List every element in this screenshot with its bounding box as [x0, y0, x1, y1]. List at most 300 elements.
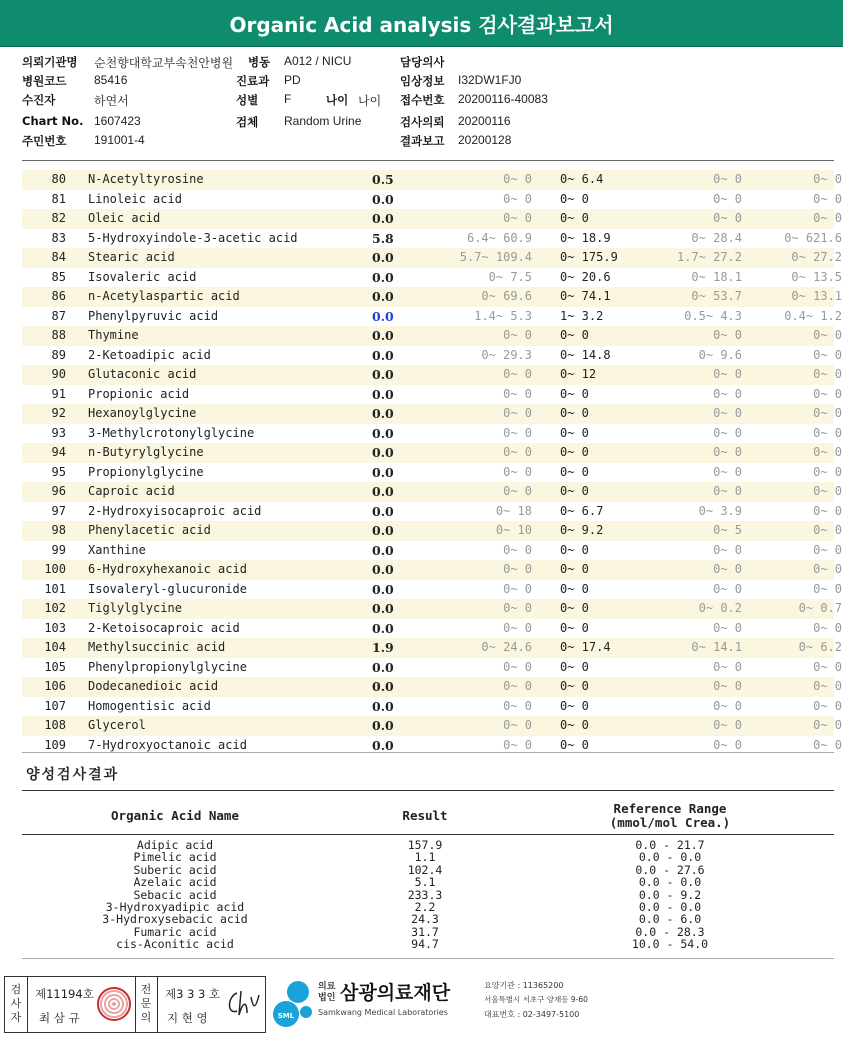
reference-range-2: 0~ 0	[560, 620, 589, 635]
result-value: 0.0	[372, 659, 394, 675]
acid-name: Glycerol	[88, 718, 146, 732]
reference-range-3: 0~ 14.1	[691, 640, 742, 654]
result-value: 0.0	[372, 328, 394, 343]
result-value: 0.0	[372, 737, 394, 753]
age-label: 나이	[326, 93, 349, 107]
report-title: Organic Acid analysis 검사결과보고서	[0, 0, 843, 47]
positive-result: 102.4	[407, 862, 443, 877]
positive-reference: 0.0 - 21.7	[635, 838, 705, 852]
reference-range-2: 0~ 0	[560, 484, 589, 498]
reference-range-4: 0~ 0	[813, 386, 842, 401]
row-number: 97	[51, 503, 66, 518]
result-value: 0.0	[372, 718, 394, 733]
specialist-vertical-label: 전문의	[140, 983, 152, 1024]
reference-range-3: 0~ 28.4	[691, 230, 742, 245]
table-row	[22, 697, 842, 717]
table-row	[22, 365, 842, 385]
reference-range-4: 0~ 0	[813, 659, 842, 674]
reference-range-2: 1~ 3.2	[560, 308, 604, 323]
row-number: 106	[44, 679, 66, 693]
reference-range-1: 0~ 0	[503, 406, 532, 420]
acid-name: Isovaleric acid	[88, 269, 197, 284]
specimen-value: Random Urine	[284, 114, 362, 128]
info-divider	[22, 160, 834, 161]
results-table	[22, 170, 842, 755]
row-number: 84	[51, 250, 66, 264]
reference-range-1: 0~ 0	[503, 542, 532, 557]
patient-info	[22, 54, 822, 150]
row-number: 96	[51, 484, 66, 498]
table-row	[22, 287, 842, 307]
table-row	[22, 716, 842, 736]
table-row	[22, 599, 842, 619]
reference-range-1: 0~ 69.6	[481, 289, 532, 303]
department-label: 진료과	[236, 74, 270, 88]
reference-range-1: 0~ 0	[503, 698, 532, 713]
footer	[0, 972, 843, 1040]
reference-range-1: 5.7~ 109.4	[459, 250, 532, 264]
result-value: 0.0	[372, 191, 394, 207]
reference-range-3: 0~ 0	[713, 679, 742, 693]
table-row	[22, 580, 842, 600]
result-value: 0.0	[372, 386, 394, 402]
row-number: 92	[51, 406, 66, 420]
acid-name: Propionic acid	[88, 386, 190, 401]
ward-value: A012 / NICU	[284, 54, 352, 68]
result-value: 0.0	[372, 581, 394, 597]
reference-range-4: 0~ 0	[813, 367, 842, 381]
result-value: 0.0	[372, 562, 394, 577]
reference-range-2: 0~ 20.6	[560, 269, 611, 284]
result-value: 0.0	[372, 620, 394, 636]
report-date-label: 결과보고	[400, 134, 445, 148]
reference-range-3: 0~ 5	[713, 523, 742, 537]
table-row	[22, 424, 842, 444]
reference-range-1: 0~ 0	[503, 562, 532, 576]
row-number: 102	[44, 601, 66, 615]
acid-name: Phenylacetic acid	[88, 523, 211, 537]
sml-logo-icon	[272, 978, 316, 1030]
positive-acid-name: Pimelic acid	[133, 850, 217, 865]
reference-range-2: 0~ 0	[560, 581, 589, 596]
acid-name: Thymine	[88, 328, 139, 342]
result-value: 0.0	[372, 503, 394, 519]
row-number: 105	[44, 659, 66, 674]
reference-range-3: 1.7~ 27.2	[676, 250, 742, 264]
reference-range-4: 0~ 0	[813, 581, 842, 596]
acid-name: 5-Hydroxyindole-3-acetic acid	[88, 230, 298, 245]
positive-col-name: Organic Acid Name	[111, 808, 239, 823]
result-value: 0.0	[372, 289, 394, 304]
result-value: 0.0	[372, 308, 394, 324]
row-number: 90	[51, 367, 66, 381]
clinical-info-value: I32DW1FJ0	[458, 73, 522, 87]
table-row	[22, 677, 842, 697]
table-row	[22, 248, 842, 268]
org-address: 서울특별시 서초구 양재동 9-60	[484, 995, 588, 1004]
row-number: 100	[44, 562, 66, 576]
reference-range-3: 0~ 0	[713, 698, 742, 713]
acid-name: Tiglylglycine	[88, 601, 182, 615]
reference-range-4: 0~ 0	[813, 718, 842, 732]
logo-abbr: SML	[277, 1012, 295, 1020]
row-number: 83	[51, 230, 66, 245]
reference-range-2: 0~ 0	[560, 542, 589, 557]
reference-range-1: 6.4~ 60.9	[466, 230, 532, 245]
table-row	[22, 638, 842, 658]
signature-box	[4, 976, 266, 1033]
reference-range-3: 0~ 0	[713, 445, 742, 459]
reference-range-4: 0~ 0	[813, 425, 842, 440]
acid-name: 3-Methylcrotonylglycine	[88, 425, 255, 440]
row-number: 95	[51, 464, 66, 479]
row-number: 98	[51, 523, 66, 537]
acid-name: Glutaconic acid	[88, 367, 197, 381]
reference-range-4: 0~ 13.5	[791, 269, 842, 284]
reference-range-3: 0~ 0	[713, 737, 742, 752]
department-value: PD	[284, 73, 301, 87]
positive-row	[0, 938, 843, 951]
reference-range-2: 0~ 0	[560, 445, 589, 459]
table-row	[22, 326, 842, 346]
reference-range-3: 0~ 0	[713, 328, 742, 342]
reference-range-1: 0~ 0	[503, 172, 532, 186]
table-row	[22, 404, 842, 424]
reference-range-2: 0~ 0	[560, 406, 589, 420]
reference-range-1: 0~ 24.6	[481, 640, 532, 654]
sex-value: F	[284, 92, 292, 106]
acid-name: Phenylpropionylglycine	[88, 659, 247, 674]
table-row	[22, 619, 842, 639]
acid-name: Methylsuccinic acid	[88, 640, 226, 654]
reference-range-1: 0~ 0	[503, 679, 532, 693]
reference-range-4: 0~ 0	[813, 679, 842, 693]
results-divider	[22, 752, 834, 753]
table-row	[22, 443, 842, 463]
reference-range-3: 0~ 0	[713, 562, 742, 576]
reference-range-1: 0~ 0	[503, 620, 532, 635]
reference-range-1: 1.4~ 5.3	[474, 308, 532, 323]
chart-no-value: 1607423	[94, 114, 141, 128]
reference-range-1: 0~ 0	[503, 464, 532, 479]
positive-acid-name: Azelaic acid	[133, 875, 217, 890]
reference-range-2: 0~ 0	[560, 328, 589, 342]
reference-range-4: 0~ 0	[813, 445, 842, 459]
positive-reference: 0.0 - 6.0	[638, 912, 702, 927]
acid-name: n-Acetylaspartic acid	[88, 289, 240, 303]
row-number: 109	[44, 737, 66, 752]
reference-range-1: 0~ 0	[503, 367, 532, 381]
table-row	[22, 268, 842, 288]
result-value: 0.0	[372, 445, 394, 460]
acid-name: Propionylglycine	[88, 464, 204, 479]
institution-value: 순천향대학교부속천안병원	[94, 56, 234, 70]
acid-name: Stearic acid	[88, 250, 175, 264]
acid-name: Caproic acid	[88, 484, 175, 498]
org-name: 삼광의료재단	[340, 982, 451, 1004]
table-row	[22, 541, 842, 561]
reference-range-1: 0~ 7.5	[488, 269, 532, 284]
positive-reference: 0.0 - 0.0	[638, 900, 702, 914]
reference-range-1: 0~ 18	[495, 503, 532, 518]
acid-name: Dodecanedioic acid	[88, 679, 219, 693]
acid-name: Xanthine	[88, 542, 146, 557]
reference-range-4: 0~ 621.6	[784, 230, 842, 245]
table-row	[22, 170, 842, 190]
reference-range-4: 0~ 0	[813, 328, 842, 342]
reference-range-3: 0~ 0	[713, 406, 742, 420]
resident-no-value: 191001-4	[94, 133, 145, 147]
institution-code: 요양기관 : 11365200	[484, 981, 564, 990]
reference-range-2: 0~ 0	[560, 737, 589, 752]
reference-range-1: 0~ 0	[503, 191, 532, 206]
result-value: 0.0	[372, 601, 394, 616]
result-value: 0.5	[372, 172, 394, 187]
acid-name: 2-Hydroxyisocaproic acid	[88, 503, 262, 518]
reference-range-3: 0~ 0.2	[698, 601, 742, 615]
result-value: 0.0	[372, 269, 394, 285]
reference-range-3: 0~ 0	[713, 581, 742, 596]
positive-acid-name: Fumaric acid	[133, 924, 217, 939]
reference-range-2: 0~ 6.7	[560, 503, 604, 518]
result-value: 0.0	[372, 698, 394, 714]
reference-range-2: 0~ 12	[560, 367, 597, 381]
reference-range-4: 0~ 27.2	[791, 250, 842, 264]
reference-range-3: 0~ 0	[713, 425, 742, 440]
reference-range-2: 0~ 0	[560, 386, 589, 401]
positive-reference: 0.0 - 0.0	[638, 875, 702, 890]
reference-range-3: 0~ 0	[713, 718, 742, 732]
acid-name: 6-Hydroxyhexanoic acid	[88, 562, 247, 576]
reference-range-4: 0~ 0	[813, 562, 842, 576]
acid-name: 2-Ketoisocaproic acid	[88, 620, 240, 635]
positive-col-ref-1: Reference Range	[613, 801, 727, 816]
positive-acid-name: cis-Aconitic acid	[116, 937, 234, 952]
row-number: 85	[51, 269, 66, 284]
table-row	[22, 229, 842, 249]
reference-range-3: 0~ 0	[713, 211, 742, 225]
reference-range-4: 0~ 6.2	[798, 640, 842, 654]
reference-range-1: 0~ 10	[495, 523, 532, 537]
reference-range-3: 0~ 0	[713, 464, 742, 479]
positive-acid-name: 3-Hydroxyadipic acid	[105, 900, 245, 914]
institution-label: 의뢰기관명	[22, 55, 78, 69]
positive-result: 24.3	[411, 912, 439, 927]
reference-range-1: 0~ 29.3	[481, 347, 532, 362]
reference-range-1: 0~ 0	[503, 718, 532, 732]
reference-range-4: 0~ 0	[813, 347, 842, 362]
reference-range-4: 0~ 0	[813, 172, 842, 186]
positive-col-ref-2: (mmol/mol Crea.)	[609, 815, 731, 830]
reference-range-3: 0~ 0	[713, 367, 742, 381]
positive-reference: 0.0 - 0.0	[638, 850, 702, 865]
org-prefix-2: 법인	[318, 993, 336, 1003]
positive-col-result: Result	[402, 808, 448, 823]
positive-reference: 0.0 - 28.3	[635, 924, 705, 939]
row-number: 88	[51, 328, 66, 342]
reference-range-1: 0~ 0	[503, 659, 532, 674]
request-date-value: 20200116	[458, 114, 511, 128]
positive-acid-name: Sebacic acid	[133, 887, 217, 902]
reference-range-1: 0~ 0	[503, 328, 532, 342]
reference-range-1: 0~ 0	[503, 601, 532, 615]
reference-range-2: 0~ 0	[560, 601, 589, 615]
reference-range-3: 0~ 0	[713, 620, 742, 635]
acid-name: 2-Ketoadipic acid	[88, 347, 211, 362]
age-value: 나이	[358, 94, 382, 108]
positive-result: 233.3	[407, 887, 443, 902]
reference-range-2: 0~ 0	[560, 659, 589, 674]
positive-result: 2.2	[414, 900, 436, 914]
reference-range-2: 0~ 0	[560, 464, 589, 479]
reference-range-2: 0~ 0	[560, 191, 589, 206]
acid-name: Linoleic acid	[88, 191, 182, 206]
table-row	[22, 307, 842, 327]
reference-range-4: 0~ 0	[813, 503, 842, 518]
acid-name: Homogentisic acid	[88, 698, 211, 713]
reference-range-2: 0~ 0	[560, 698, 589, 713]
result-value: 1.9	[372, 640, 394, 655]
reference-range-3: 0~ 18.1	[691, 269, 742, 284]
receipt-no-label: 접수번호	[400, 93, 445, 107]
reference-range-4: 0.4~ 1.2	[784, 308, 842, 323]
receipt-no-value: 20200116-40083	[458, 92, 548, 106]
examiner-vertical-label: 검사자	[10, 983, 22, 1024]
positive-bottom-rule	[22, 958, 834, 959]
result-value: 0.0	[372, 347, 394, 363]
row-number: 93	[51, 425, 66, 440]
positive-acid-name: Suberic acid	[133, 862, 217, 877]
reference-range-2: 0~ 175.9	[560, 250, 618, 264]
result-value: 5.8	[372, 230, 394, 246]
reference-range-3: 0~ 0	[713, 172, 742, 186]
reference-range-2: 0~ 17.4	[560, 640, 611, 654]
positive-reference: 10.0 - 54.0	[631, 937, 709, 952]
reference-range-2: 0~ 0	[560, 211, 589, 225]
acid-name: Oleic acid	[88, 211, 161, 225]
reference-range-1: 0~ 0	[503, 484, 532, 498]
result-value: 0.0	[372, 484, 394, 499]
row-number: 86	[51, 289, 66, 303]
result-value: 0.0	[372, 250, 394, 265]
reference-range-3: 0~ 0	[713, 542, 742, 557]
row-number: 91	[51, 386, 66, 401]
result-value: 0.0	[372, 211, 394, 226]
reference-range-3: 0~ 0	[713, 386, 742, 401]
row-number: 94	[51, 445, 66, 459]
reference-range-2: 0~ 14.8	[560, 347, 611, 362]
table-row	[22, 209, 842, 229]
table-row	[22, 658, 842, 678]
table-row	[22, 502, 842, 522]
reference-range-1: 0~ 0	[503, 386, 532, 401]
row-number: 82	[51, 211, 66, 225]
result-value: 0.0	[372, 406, 394, 421]
positive-reference: 0.0 - 9.2	[638, 887, 702, 902]
patient-name-label: 수진자	[22, 93, 56, 107]
reference-range-3: 0.5~ 4.3	[684, 308, 742, 323]
row-number: 104	[44, 640, 66, 654]
reference-range-4: 0~ 0	[813, 211, 842, 225]
table-row	[22, 521, 842, 541]
reference-range-2: 0~ 18.9	[560, 230, 611, 245]
reference-range-4: 0~ 0	[813, 191, 842, 206]
row-number: 87	[51, 308, 66, 323]
row-number: 80	[51, 172, 66, 186]
reference-range-2: 0~ 0	[560, 562, 589, 576]
table-row	[22, 482, 842, 502]
positive-result: 1.1	[414, 850, 436, 865]
result-value: 0.0	[372, 542, 394, 558]
reference-range-3: 0~ 0	[713, 191, 742, 206]
doctor-label: 담당의사	[400, 55, 445, 69]
positive-result: 94.7	[411, 937, 439, 952]
acid-name: Phenylpyruvic acid	[88, 308, 219, 323]
specialist-signature-icon	[223, 987, 263, 1021]
result-value: 0.0	[372, 425, 394, 441]
row-number: 107	[44, 698, 66, 713]
reference-range-2: 0~ 0	[560, 718, 589, 732]
acid-name: Hexanoylglycine	[88, 406, 197, 420]
positive-result: 157.9	[407, 838, 443, 852]
row-number: 108	[44, 718, 66, 732]
table-row	[22, 463, 842, 483]
table-row	[22, 190, 842, 210]
org-prefix-1: 의료	[318, 982, 336, 992]
reference-range-2: 0~ 6.4	[560, 172, 604, 186]
positive-top-rule	[22, 790, 834, 791]
reference-range-3: 0~ 0	[713, 659, 742, 674]
table-row	[22, 560, 842, 580]
reference-range-3: 0~ 3.9	[698, 503, 742, 518]
hospital-code-value: 85416	[94, 73, 128, 87]
reference-range-4: 0~ 0.7	[798, 601, 842, 615]
org-english-name: Samkwang Medical Laboratories	[318, 1008, 448, 1017]
reference-range-4: 0~ 0	[813, 737, 842, 752]
specimen-label: 검체	[236, 115, 259, 129]
positive-results-title: 양성검사결과	[26, 767, 120, 783]
row-number: 101	[44, 581, 66, 596]
org-phone: 대표번호 : 02-3497-5100	[484, 1010, 580, 1019]
reference-range-2: 0~ 74.1	[560, 289, 611, 303]
reference-range-2: 0~ 0	[560, 425, 589, 440]
reference-range-1: 0~ 0	[503, 211, 532, 225]
acid-name: Isovaleryl-glucuronide	[88, 581, 247, 596]
positive-result: 31.7	[411, 924, 439, 939]
reference-range-2: 0~ 9.2	[560, 523, 604, 537]
positive-result: 5.1	[414, 875, 436, 890]
reference-range-4: 0~ 0	[813, 484, 842, 498]
clinical-info-label: 임상정보	[400, 74, 445, 88]
hospital-code-label: 병원코드	[22, 74, 67, 88]
row-number: 81	[51, 191, 66, 206]
result-value: 0.0	[372, 523, 394, 538]
acid-name: 7-Hydroxyoctanoic acid	[88, 737, 247, 752]
positive-acid-name: Adipic acid	[136, 838, 214, 852]
acid-name: n-Butyrylglycine	[88, 445, 204, 459]
examiner-name: 최 삼 규	[39, 1011, 80, 1025]
result-value: 0.0	[372, 679, 394, 694]
row-number: 89	[51, 347, 66, 362]
result-value: 0.0	[372, 464, 394, 480]
reference-range-1: 0~ 0	[503, 445, 532, 459]
examiner-license-no: 제11194호	[35, 987, 94, 1001]
table-row	[22, 385, 842, 405]
reference-range-1: 0~ 0	[503, 425, 532, 440]
row-number: 99	[51, 542, 66, 557]
specialist-license-no: 제3 3 3 호	[165, 987, 221, 1001]
acid-name: N-Acetyltyrosine	[88, 172, 204, 186]
